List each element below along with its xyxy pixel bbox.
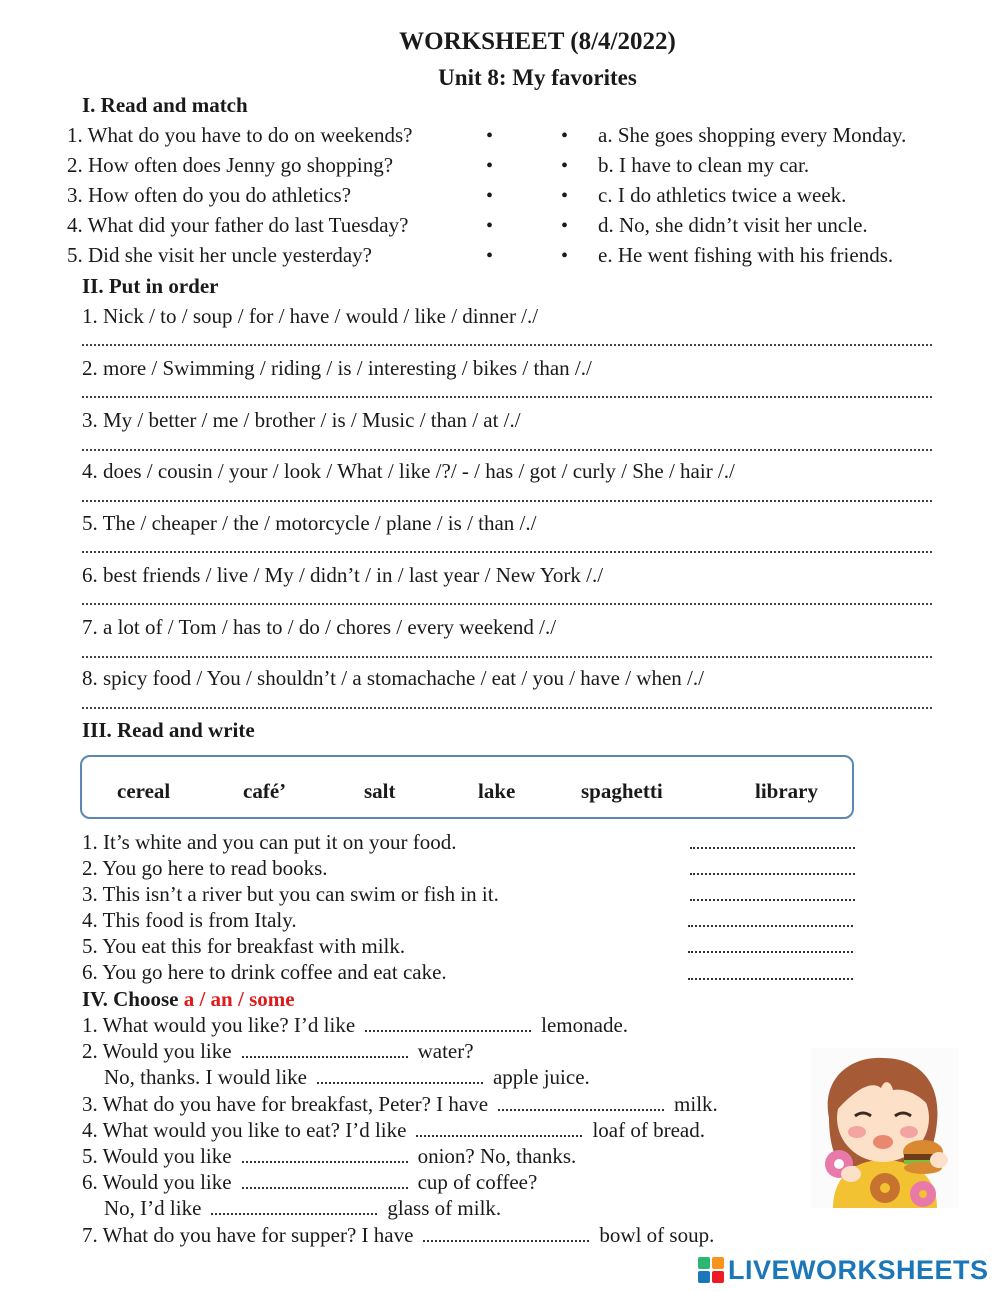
choose-line-after: milk. [674,1092,718,1116]
choose-blank[interactable] [242,1173,408,1189]
choose-line [82,1094,718,1115]
order-answer-line[interactable] [82,500,932,502]
word-bank-item: salt [364,779,396,803]
word-bank-item: lake [478,779,516,803]
choose-line-after: lemonade. [541,1013,629,1037]
choose-line-before: 1. What would you like? I’d like [82,1013,356,1037]
match-answer: a. She goes shopping every Monday. [598,123,907,147]
choose-line-after: apple juice. [492,1065,590,1089]
clue-text: 5. You eat this for breakfast with milk. [82,934,406,958]
section-1-heading: I. Read and match [82,93,248,117]
order-prompt: 5. The / cheaper / the / motorcycle / plane / is / than /./ [82,511,537,535]
choose-line [104,1198,501,1219]
match-dot-right[interactable]: • [561,185,569,207]
choose-blank[interactable] [211,1199,377,1215]
choose-line-after: bowl of soup. [599,1223,715,1247]
clue-text: 6. You go here to drink coffee and eat cake. [82,960,447,984]
choose-line [82,1172,537,1193]
girl-eating-illustration [811,1048,958,1208]
clue-answer-line[interactable] [690,899,855,901]
match-question: 3. How often do you do athletics? [67,183,352,207]
order-prompt: 4. does / cousin / your / look / What / like /?/ - / has / got / curly / She / hair /./ [82,459,735,483]
brand-name: LIVEWORKSHEETS [728,1254,989,1285]
order-answer-line[interactable] [82,449,932,451]
choose-line-before: 3. What do you have for breakfast, Peter? I have [82,1092,489,1116]
order-answer-line[interactable] [82,707,932,709]
choose-line [82,1041,474,1062]
choose-line [82,1120,705,1141]
choose-line-after: water? [417,1039,474,1063]
order-answer-line[interactable] [82,551,932,553]
clue-answer-line[interactable] [688,925,853,927]
clue-text: 3. This isn’t a river but you can swim or fish in it. [82,882,499,906]
match-question: 2. How often does Jenny go shopping? [67,153,394,177]
choose-line-before: 2. Would you like [82,1039,232,1063]
choose-line-after: cup of coffee? [417,1170,538,1194]
match-question: 5. Did she visit her uncle yesterday? [67,243,372,267]
order-prompt: 3. My / better / me / brother / is / Music / than / at /./ [82,408,521,432]
choose-line-before: No, I’d like [104,1196,202,1220]
order-answer-line[interactable] [82,603,932,605]
worksheet-title: WORKSHEET (8/4/2022) [399,28,676,55]
choose-line [82,1146,576,1167]
choose-line-before: 6. Would you like [82,1170,232,1194]
clue-answer-line[interactable] [690,847,855,849]
match-answer: d. No, she didn’t visit her uncle. [598,213,868,237]
match-dot-right[interactable]: • [561,125,569,147]
match-dot-left[interactable]: • [486,215,494,237]
word-bank-item: cereal [117,779,171,803]
section-2-heading: II. Put in order [82,274,219,298]
choose-blank[interactable] [498,1095,664,1111]
choose-line-before: 4. What would you like to eat? I’d like [82,1118,407,1142]
clue-answer-line[interactable] [690,873,855,875]
choose-blank[interactable] [317,1068,483,1084]
choose-line-after: onion? No, thanks. [417,1144,577,1168]
match-dot-left[interactable]: • [486,155,494,177]
section-3-heading: III. Read and write [82,718,255,742]
choose-line-after: loaf of bread. [592,1118,705,1142]
liveworksheets-brand [698,1256,989,1284]
order-prompt: 1. Nick / to / soup / for / have / would / like / dinner /./ [82,304,539,328]
match-answer: e. He went fishing with his friends. [598,243,894,267]
unit-subtitle: Unit 8: My favorites [438,65,637,90]
match-dot-right[interactable]: • [561,245,569,267]
choose-blank[interactable] [242,1147,408,1163]
section-4-heading-options: a / an / some [183,987,295,1011]
order-prompt: 8. spicy food / You / shouldn’t / a stomachache / eat / you / have / when /./ [82,666,704,690]
choose-line-after: glass of milk. [387,1196,502,1220]
match-dot-right[interactable]: • [561,155,569,177]
match-answer: b. I have to clean my car. [598,153,810,177]
choose-line-before: 7. What do you have for supper? I have [82,1223,414,1247]
choose-blank[interactable] [242,1042,408,1058]
match-question: 4. What did your father do last Tuesday? [67,213,409,237]
liveworksheets-logo-icon [698,1257,724,1283]
clue-answer-line[interactable] [688,951,853,953]
order-answer-line[interactable] [82,656,932,658]
match-dot-left[interactable]: • [486,245,494,267]
clue-text: 2. You go here to read books. [82,856,328,880]
match-dot-left[interactable]: • [486,185,494,207]
clue-text: 4. This food is from Italy. [82,908,297,932]
word-bank-box [80,755,854,819]
order-prompt: 2. more / Swimming / riding / is / interesting / bikes / than /./ [82,356,592,380]
word-bank-item: spaghetti [581,779,663,803]
section-4-heading-prefix: IV. Choose [82,987,179,1011]
section-4-heading [82,989,295,1010]
clue-answer-line[interactable] [688,978,853,980]
word-bank-item: library [755,779,818,803]
order-answer-line[interactable] [82,396,932,398]
match-answer: c. I do athletics twice a week. [598,183,847,207]
choose-line [82,1225,714,1246]
choose-line-before: No, thanks. I would like [104,1065,307,1089]
match-dot-right[interactable]: • [561,215,569,237]
match-dot-left[interactable]: • [486,125,494,147]
choose-line [104,1067,590,1088]
word-bank-item: café’ [243,779,287,803]
choose-blank[interactable] [423,1226,589,1242]
order-answer-line[interactable] [82,344,932,346]
choose-line [82,1015,628,1036]
choose-blank[interactable] [416,1121,582,1137]
match-question: 1. What do you have to do on weekends? [67,123,413,147]
order-prompt: 6. best friends / live / My / didn’t / in / last year / New York /./ [82,563,604,587]
choose-line-before: 5. Would you like [82,1144,232,1168]
choose-blank[interactable] [365,1016,531,1032]
clue-text: 1. It’s white and you can put it on your food. [82,830,457,854]
order-prompt: 7. a lot of / Tom / has to / do / chores / every weekend /./ [82,615,557,639]
